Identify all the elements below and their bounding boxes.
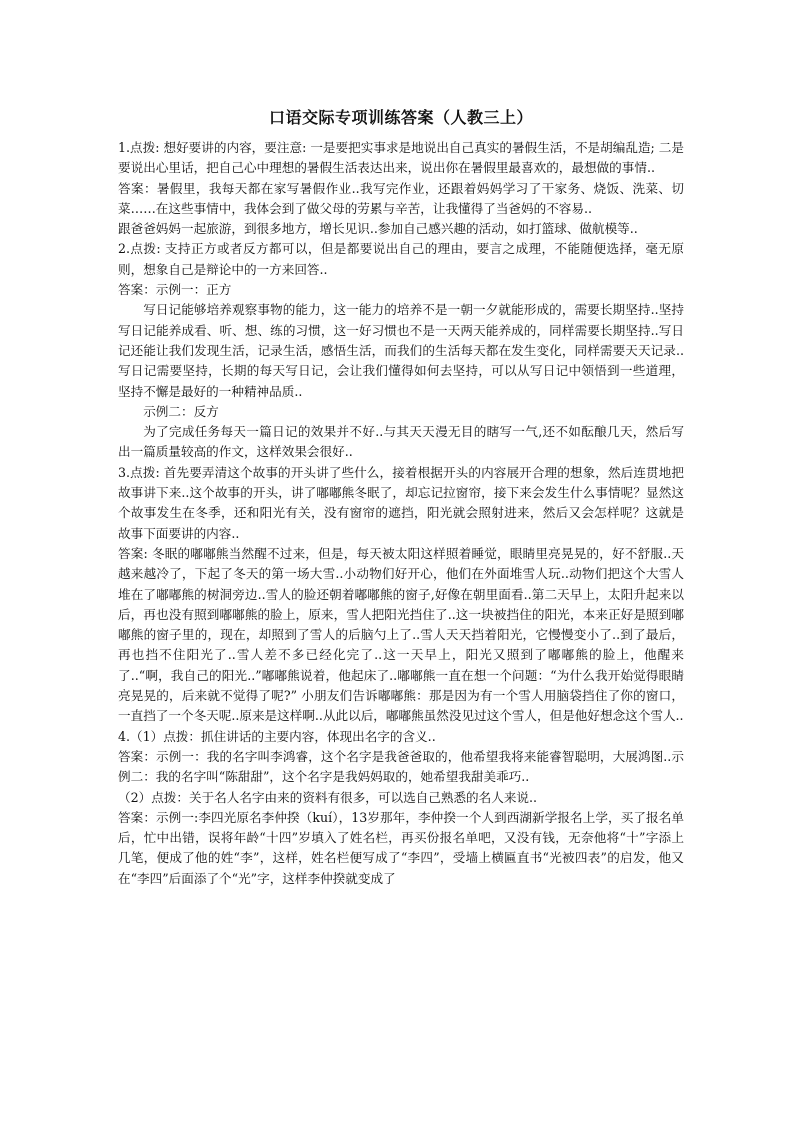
paragraph-q3-answer: 答案: 冬眠的嘟嘟熊当然醒不过来，但是，每天被太阳这样照着睡觉，眼睛里亮晃晃的，好不舒服..天越来越冷了，下起了冬天的第一场大雪..小动物们好开心，他们在外面堆雪人玩..动物们把这个大雪人堆在了嘟嘟熊的树洞旁边..雪人的脸还朝着嘟嘟熊的窗子,好像在朝里面看..第二天早上，太阳升起来以后，再也没有照到嘟嘟熊的脸上，原来，雪人把阳光挡住了..这一块被挡住的阳光，本来正好是照到嘟嘟熊的窗子里的，现在，却照到了雪人的后脑勺上了..雪人天天挡着阳光，它慢慢变小了..到了最后，再也挡不住阳光了..雪人差不多已经化完了..这一天早上，阳光又照到了嘟嘟熊的脸上，他醒来了..“啊，我自己的阳光..”嘟嘟熊说着，他起床了..嘟嘟熊一直在想一个问题：“为什么我开始觉得眼睛亮晃晃的，后来就不觉得了呢?” 小朋友们告诉嘟嘟熊：那是因为有一个雪人用脑袋挡住了你的窗口，一直挡了一个冬天呢..原来是这样啊..从此以后，嘟嘟熊虽然没见过这个雪人，但是他好想念这个雪人.. — [118, 545, 684, 724]
paragraph-q2-example-one: 写日记能够培养观察事物的能力，这一能力的培养不是一朝一夕就能形成的，需要长期坚持..坚持写日记能养成看、听、想、练的习惯，这一好习惯也不是一天两天能养成的，同样需要长期坚持..写日记还能让我们发现生活，记录生活，感悟生活，而我们的生活每天都在发生变化，同样需要天天记录..写日记需要坚持，长期的每天写日记，会让我们懂得如何去坚持，可以从写日记中领悟到一些道理，坚持不懈是最好的一种精神品质.. — [118, 302, 684, 399]
paragraph-q4-1-answer: 答案：示例一：我的名字叫李鸿睿，这个名字是我爸爸取的，他希望我将来能睿智聪明，大展鸿图..示例二：我的名字叫“陈甜甜”，这个名字是我妈妈取的，她希望我甜美乖巧.. — [118, 748, 684, 785]
paragraph-q4-2-hint: （2）点拨：关于名人名字由来的资料有很多，可以选自己熟悉的名人来说.. — [118, 789, 538, 805]
paragraph-q2-answer-label: 答案：示例一：正方 — [118, 282, 232, 298]
paragraph-q4-1-hint: 4.（1）点拨：抓住讲话的主要内容，体现出名字的含义.. — [118, 728, 436, 744]
paragraph-q2-example-two-label: 示例二：反方 — [143, 403, 219, 419]
paragraph-q1-answer: 答案：暑假里，我每天都在家写暑假作业..我写完作业，还跟着妈妈学习了干家务、烧饭、洗菜、切菜……在这些事情中，我体会到了做父母的劳累与辛苦，让我懂得了当爸妈的不容易.. — [118, 180, 684, 216]
paragraph-q2-example-two: 为了完成任务每天一篇日记的效果并不好..与其天天漫无目的瞎写一气,还不如酝酿几天，然后写出一篇质量较高的作文，这样效果会很好.. — [118, 424, 684, 460]
paragraph-q1-hint: 1.点拨: 想好要讲的内容，要注意: 一是要把实事求是地说出自己真实的暑假生活，不是胡编乱造; 二是要说出心里话，把自己心中理想的暑假生活表达出来，说出你在暑假里最喜欢的，最想做的事情.. — [118, 140, 684, 176]
paragraph-q4-2-answer: 答案：示例一:李四光原名李仲揆（kuí），13岁那年，李仲揆一个人到西湖新学报名上学，买了报名单后，忙中出错，误将年龄“十四”岁填入了姓名栏，再买份报名单吧，又没有钱，无奈他将“十”字添上几笔，便成了他的姓“李”，这样，姓名栏便写成了“李四”，受墙上横匾直书“光被四表”的启发，他又在“李四”后面添了个“光”字，这样李仲揆就变成了 — [118, 809, 684, 886]
paragraph-q2-hint: 2.点拨: 支持正方或者反方都可以，但是都要说出自己的理由，要言之成理，不能随便选择，毫无原则，想象自己是辩论中的一方来回答.. — [118, 241, 684, 277]
paragraph-q1-answer-extra: 跟爸爸妈妈一起旅游，到很多地方，增长见识..参加自己感兴趣的活动，如打篮球、做航模等.. — [118, 221, 638, 237]
paragraph-q3-hint: 3.点拨: 首先要弄清这个故事的开头讲了些什么，接着根据开头的内容展开合理的想象，然后连贯地把故事讲下来..这个故事的开头，讲了嘟嘟熊冬眠了，却忘记拉窗帘，接下来会发生什么事情呢？显然这个故事发生在冬季，还和阳光有关，没有窗帘的遮挡，阳光就会照射进来，然后又会怎样呢？这就是故事下面要讲的内容.. — [118, 464, 684, 541]
document-page — [118, 108, 684, 889]
document-title: 口语交际专项训练答案（人教三上） — [268, 108, 533, 127]
